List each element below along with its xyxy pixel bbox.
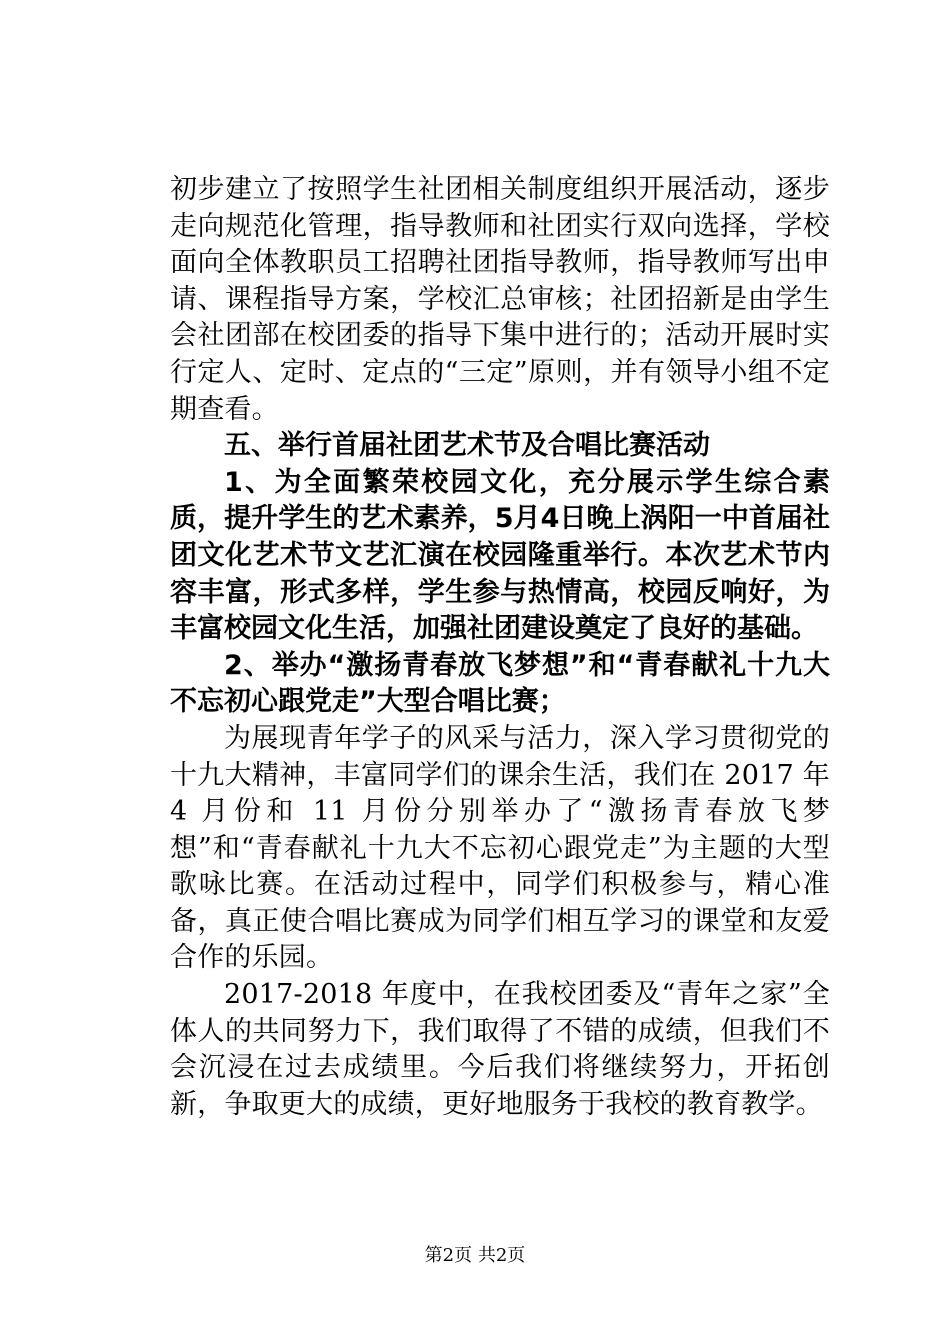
paragraph-chorus-contest-title: 2、举办“激扬青春放飞梦想”和“青春献礼十九大不忘初心跟党走”大型合唱比赛； [170,649,830,718]
paragraph-chorus-contest: 为展现青年学子的风采与活力，深入学习贯彻党的十九大精神，丰富同学们的课余生活，我们在 2017 年 4 月份和 11 月份分别举办了“激扬青春放飞梦想”和“青春献礼十九大不忘初心跟党走”为主题的大型歌咏比赛。在活动过程中，同学们积极参与，精心准备，真正使合唱比赛成为同学们相互学习的课堂和友爱合作的乐园。 [170,722,830,974]
section-heading-five: 五、举行首届社团艺术节及合唱比赛活动 [224,430,710,462]
paragraph-art-festival: 1、为全面繁荣校园文化，充分展示学生综合素质，提升学生的艺术素养，5月4日晚上涡阳一中首届社团文化艺术节文艺汇演在校园隆重举行。本次艺术节内容丰富，形式多样，学生参与热情高，校园反响好，为丰富校园文化生活，加强社团建设奠定了良好的基础。 [170,466,830,645]
page-number-footer: 第2页 共2页 [424,1245,526,1266]
paragraph-summary: 2017-2018 年度中，在我校团委及“青年之家”全体人的共同努力下，我们取得了不错的成绩，但我们不会沉浸在过去成绩里。今后我们将继续努力，开拓创新，争取更大的成绩，更好地服务于我校的教育教学。 [170,979,830,1120]
paragraph-club-management: 初步建立了按照学生社团相关制度组织开展活动，逐步走向规范化管理，指导教师和社团实行双向选择，学校面向全体教职员工招聘社团指导教师，指导教师写出申请、课程指导方案，学校汇总审核；社团招新是由学生会社团部在校团委的指导下集中进行的；活动开展时实行定人、定时、定点的“三定”原则，并有领导小组不定期查看。 [170,174,830,425]
document-body [170,172,830,1123]
